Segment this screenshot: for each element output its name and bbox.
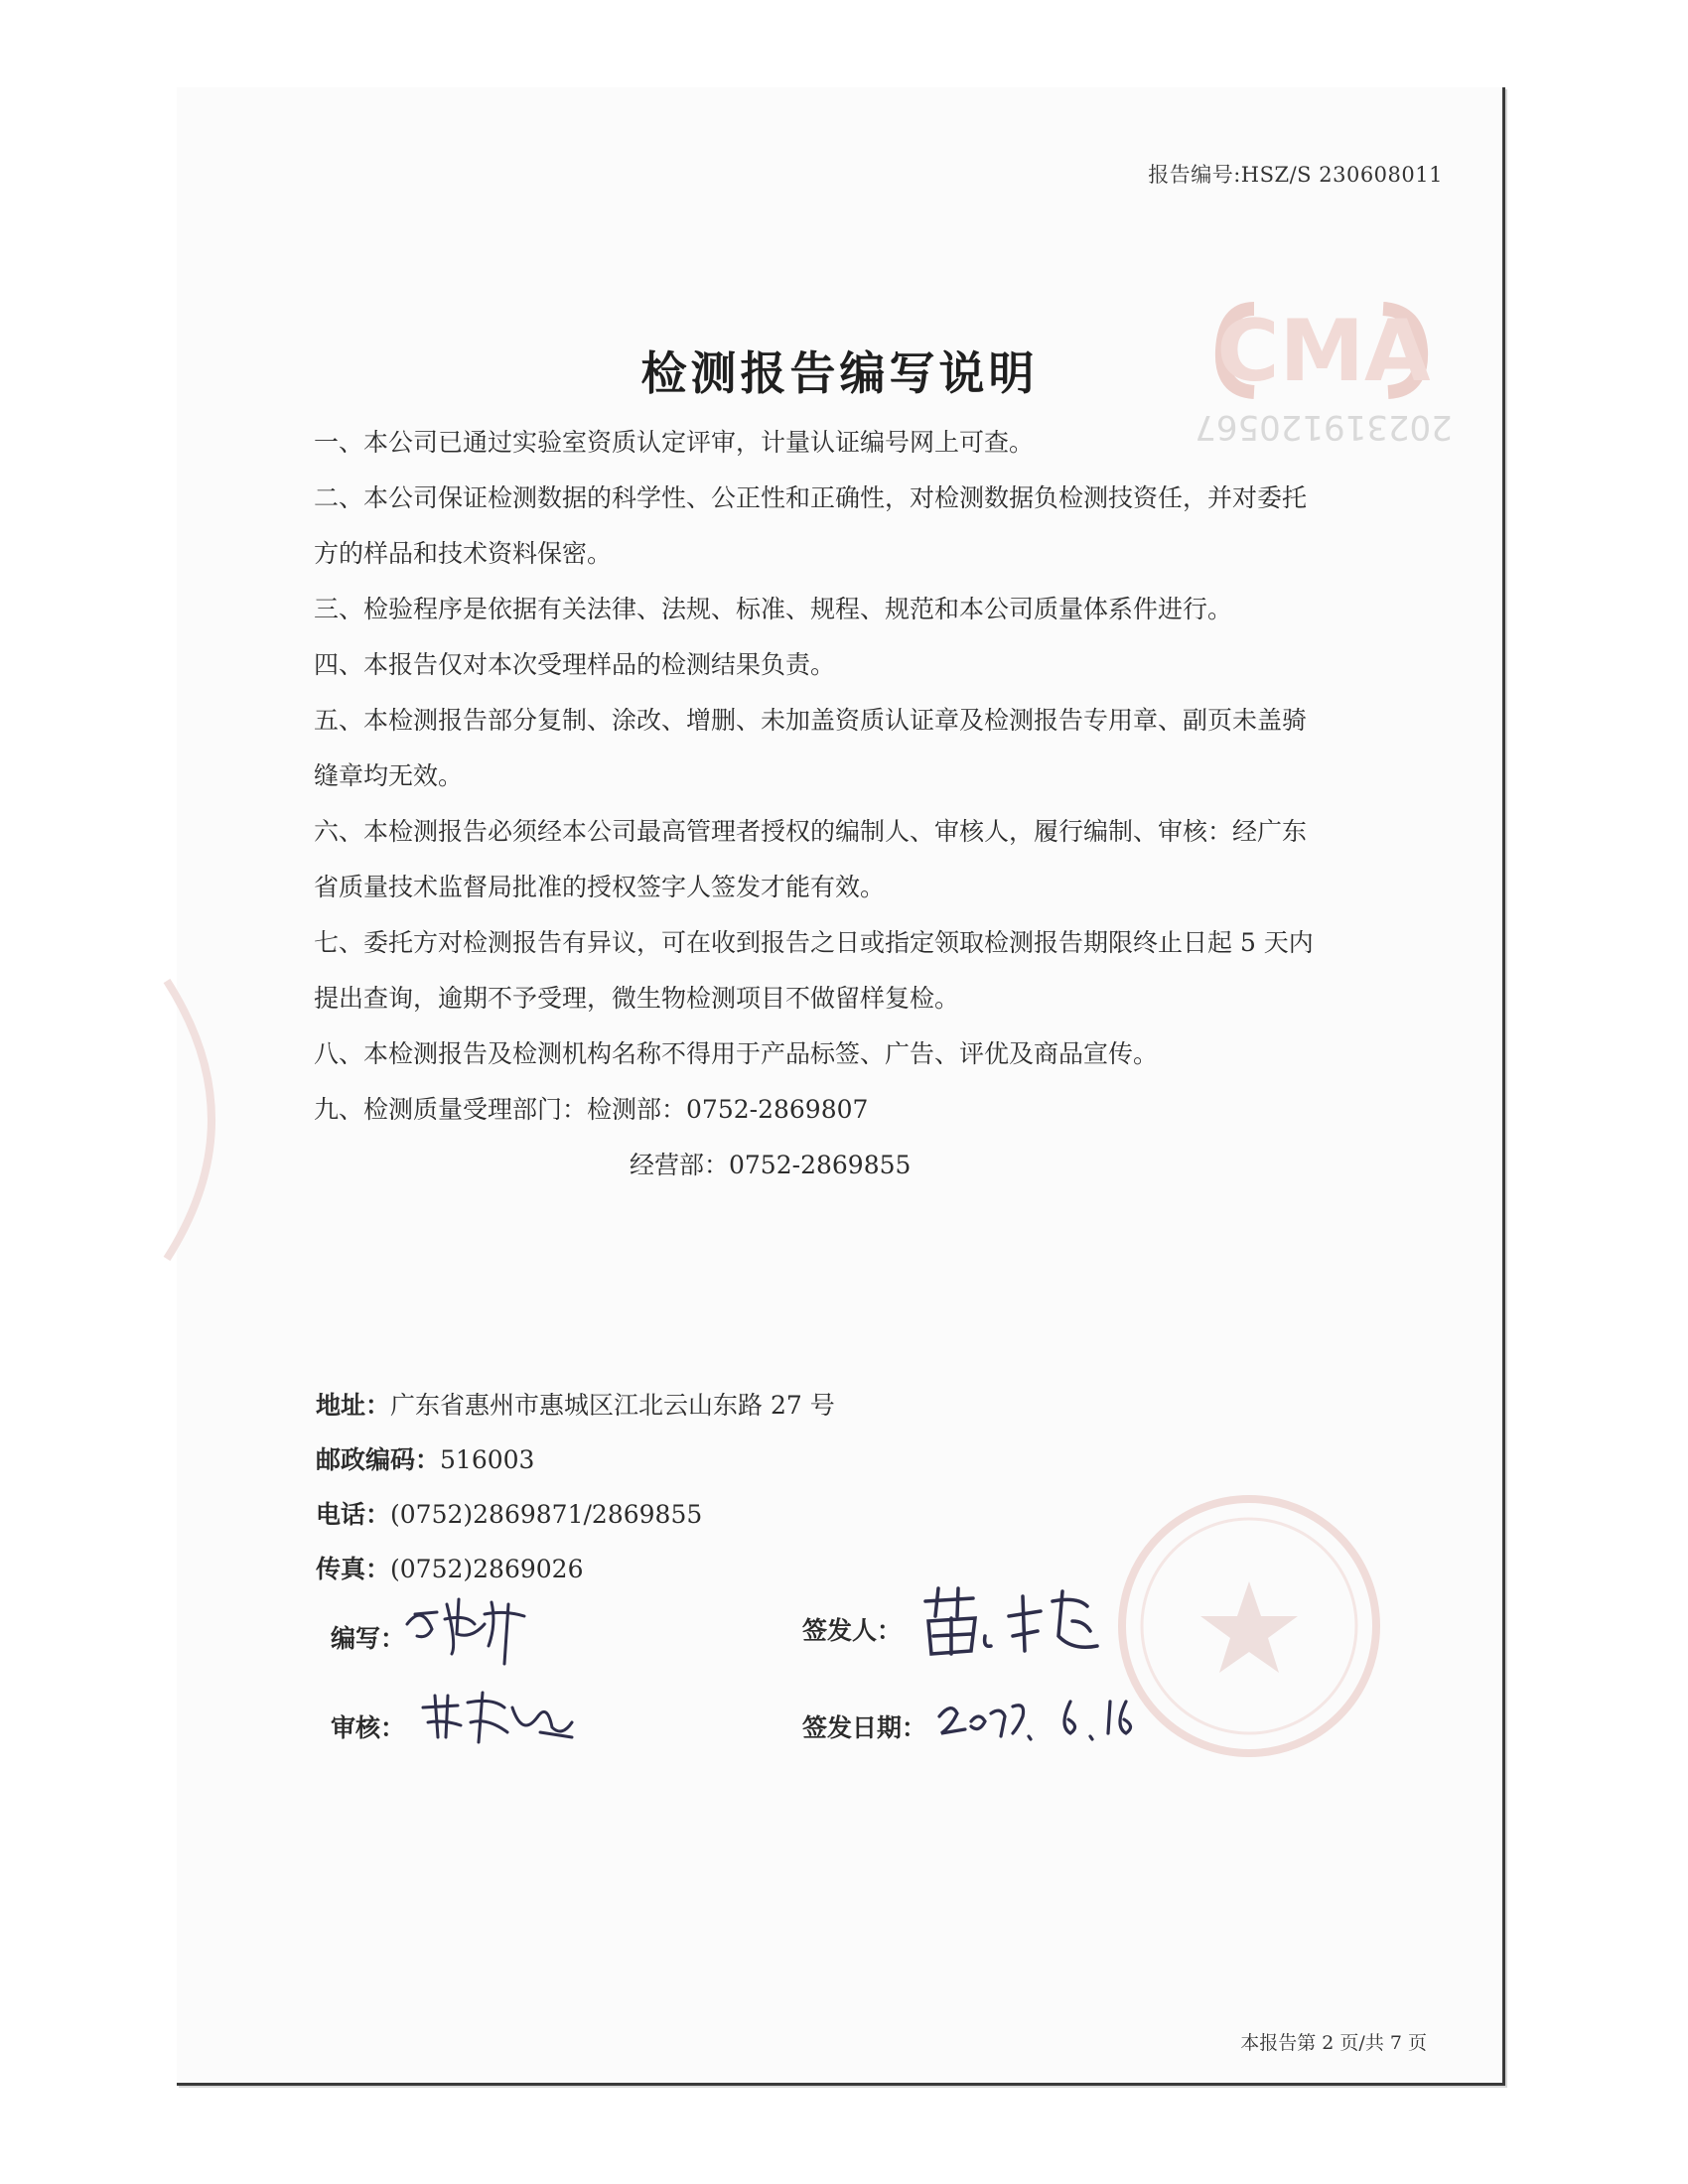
term-line: 五、本检测报告部分复制、涂改、增删、未加盖资质认证章及检测报告专用章、副页未盖骑	[314, 706, 1308, 735]
address-row	[316, 1378, 835, 1433]
fax-label: 传真：	[316, 1555, 391, 1583]
phone-label: 电话：	[316, 1500, 391, 1529]
address-value: 广东省惠州市惠城区江北云山东路 27 号	[390, 1391, 835, 1420]
page-title: 检测报告编写说明	[640, 346, 1039, 400]
term-line: 方的样品和技术资料保密。	[314, 539, 613, 568]
term-line: 九、检测质量受理部门：检测部：0752-2869807	[314, 1095, 869, 1124]
page-footer: 本报告第 2 页/共 7 页	[1240, 2032, 1427, 2054]
fax-value: (0752)2869026	[390, 1555, 584, 1583]
contact-block	[316, 1378, 835, 1596]
term-line: 六、本检测报告必须经本公司最高管理者授权的编制人、审核人，履行编制、审核：经广东	[314, 817, 1308, 846]
phone-row	[316, 1487, 835, 1542]
term-line: 三、检验程序是依据有关法律、法规、标准、规程、规范和本公司质量体系件进行。	[314, 595, 1233, 623]
issue-date-label: 签发日期：	[802, 1713, 927, 1742]
postcode-row	[316, 1433, 835, 1487]
fax-row	[316, 1542, 835, 1596]
cma-seal-text: CMA	[1216, 302, 1431, 401]
term-line: 提出查询，逾期不予受理，微生物检测项目不做留样复检。	[314, 984, 960, 1013]
term-line: 四、本报告仅对本次受理样品的检测结果负责。	[314, 650, 836, 679]
postcode-value: 516003	[440, 1445, 535, 1474]
edge-seal	[157, 961, 266, 1279]
issuer-label: 签发人：	[802, 1616, 903, 1645]
document-page	[177, 87, 1505, 2086]
postcode-label: 邮政编码：	[316, 1445, 441, 1474]
author-label: 编写：	[331, 1624, 406, 1653]
reviewer-signature	[413, 1678, 582, 1757]
address-label: 地址：	[316, 1391, 391, 1420]
issue-date-signature	[931, 1672, 1150, 1751]
term-line: 缝章均无效。	[314, 761, 464, 790]
term-line: 八、本检测报告及检测机构名称不得用于产品标签、广告、评优及商品宣传。	[314, 1039, 1159, 1068]
term-line: 七、委托方对检测报告有异议，可在收到报告之日或指定领取检测报告期限终止日起 5 天内	[314, 928, 1314, 957]
report-number: 报告编号:HSZ/S 230608011	[1148, 163, 1443, 187]
terms-list	[314, 415, 1436, 1193]
term-line: 省质量技术监督局批准的授权签字人签发才能有效。	[314, 873, 886, 901]
author-signature	[397, 1584, 546, 1674]
cma-seal-number: 202319120567	[1195, 407, 1453, 447]
reviewer-label: 审核：	[331, 1713, 406, 1742]
term-line-business-dept: 经营部：0752-2869855	[630, 1151, 912, 1179]
term-line: 二、本公司保证检测数据的科学性、公正性和正确性，对检测数据负检测技资任，并对委托	[314, 483, 1308, 512]
phone-value: (0752)2869871/2869855	[390, 1500, 703, 1529]
issuer-signature	[914, 1576, 1112, 1666]
term-line: 一、本公司已通过实验室资质认定评审，计量认证编号网上可查。	[314, 428, 1035, 457]
